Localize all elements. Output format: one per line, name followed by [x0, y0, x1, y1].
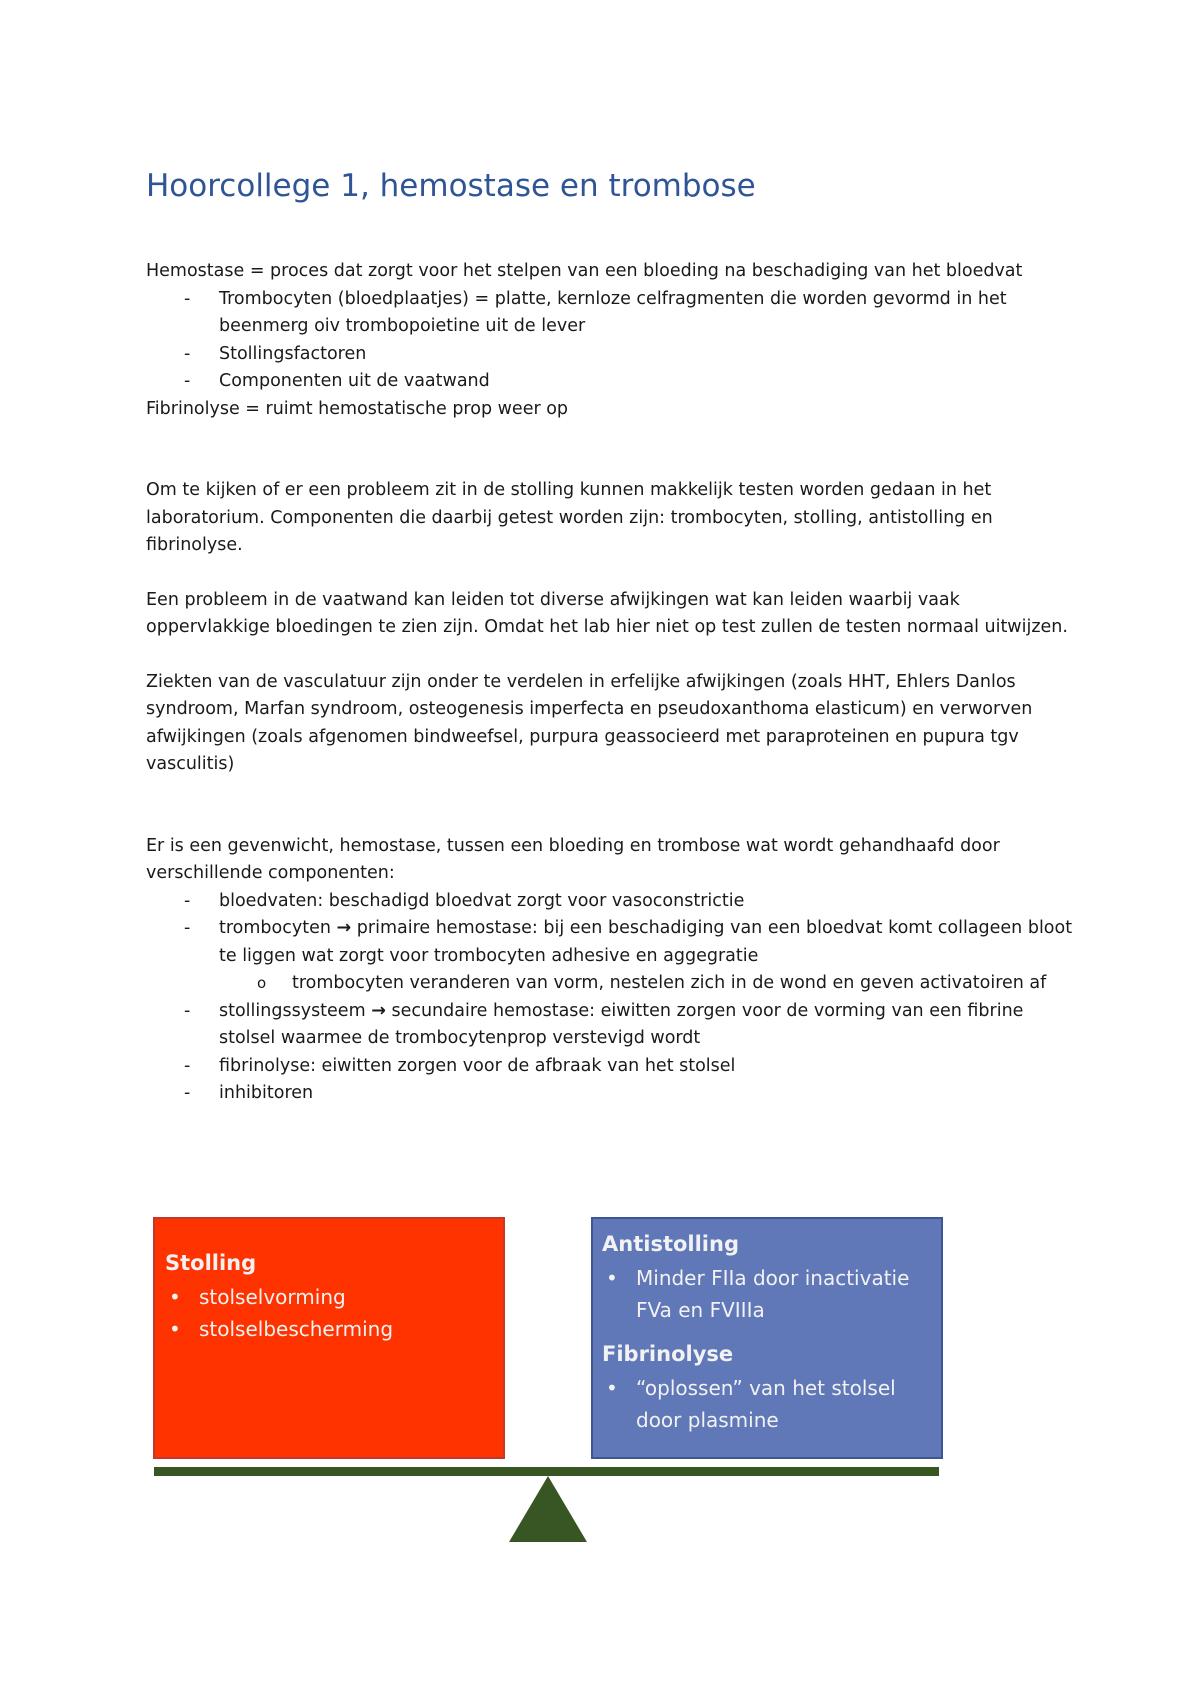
list-item-term: stollingssysteem	[219, 1000, 366, 1021]
antistolling-title: Antistolling	[602, 1232, 739, 1256]
list-item: • stolselbescherming	[165, 1313, 493, 1345]
stolling-title: Stolling	[165, 1251, 257, 1275]
list-item-text: secundaire hemostase: eiwitten zorgen voor de vorming van een fibrine stolsel waarmee de trombocytenprop verstevigd wordt	[219, 1000, 1024, 1048]
list-item: - bloedvaten: beschadigd bloedvat zorgt voor vasoconstrictie	[146, 888, 1076, 916]
arrow-right-icon: →	[336, 918, 352, 938]
list-item-term: trombocyten	[219, 918, 331, 938]
list-item	[146, 915, 1076, 970]
balance-components-list	[146, 888, 1076, 971]
fibrinolyse-list	[602, 1372, 932, 1436]
list-item: - Trombocyten (bloedplaatjes) = platte, kernloze celfragmenten die worden gevormd in het beenmerg oiv trombopoietine uit de lever	[146, 286, 1076, 341]
document-body	[146, 258, 1076, 1108]
paragraph-lab-tests: Om te kijken of er een probleem zit in de stolling kunnen makkelijk testen worden gedaan in het laboratorium. Componenten die daarbij getest worden zijn: trombocyten, stolling, antistolling en fibrinolyse.	[146, 480, 993, 555]
balance-intro: Er is een gevenwicht, hemostase, tussen een bloeding en trombose wat wordt gehandhaafd door verschillende componenten:	[146, 835, 1000, 883]
list-item: - Componenten uit de vaatwand	[146, 368, 1076, 396]
list-item: - Stollingsfactoren	[146, 341, 1076, 369]
fibrinolyse-definition: Fibrinolyse = ruimt hemostatische prop weer op	[146, 398, 569, 419]
hemostase-components-list	[146, 286, 1076, 396]
stolling-list	[165, 1281, 493, 1345]
list-item: - inhibitoren	[146, 1080, 1076, 1108]
fulcrum-triangle	[509, 1476, 587, 1542]
arrow-right-icon: →	[371, 1000, 386, 1021]
paragraph-vaatwand: Een probleem in de vaatwand kan leiden tot diverse afwijkingen wat kan leiden waarbij vaak oppervlakkige bloedingen te zien zijn. Omdat het lab hier niet op test zullen de testen normaal uitwijzen.	[146, 589, 1068, 637]
antistolling-list	[602, 1262, 932, 1326]
page-title: Hoorcollege 1, hemostase en trombose	[146, 168, 756, 204]
list-item: o trombocyten veranderen van vorm, nestelen zich in de wond en geven activatoiren af	[219, 970, 1076, 998]
list-item: • “oplossen” van het stolsel door plasmine	[602, 1372, 932, 1436]
balance-components-list-cont	[146, 998, 1076, 1108]
balance-beam	[154, 1467, 939, 1476]
trombocyten-sublist	[146, 970, 1076, 998]
antistolling-box	[591, 1217, 943, 1459]
fibrinolyse-title: Fibrinolyse	[602, 1342, 734, 1366]
stolling-box	[153, 1217, 505, 1459]
list-item-text: primaire hemostase: bij een beschadiging van een bloedvat komt collageen bloot te liggen wat zorgt voor trombocyten adhesive en aggegratie	[219, 918, 1073, 966]
list-item: - fibrinolyse: eiwitten zorgen voor de afbraak van het stolsel	[146, 1053, 1076, 1081]
paragraph-vasculatuur: Ziekten van de vasculatuur zijn onder te verdelen in erfelijke afwijkingen (zoals HHT, Ehlers Danlos syndroom, Marfan syndroom, osteogenesis imperfecta en pseudoxanthoma elasticum) en verworven afwijkingen (zoals afgenomen bindweefsel, purpura geassocieerd met paraproteinen en pupura tgv vasculitis)	[146, 671, 1033, 774]
list-item	[146, 998, 1076, 1053]
hemostase-definition: Hemostase = proces dat zorgt voor het stelpen van een bloeding na beschadiging van het bloedvat	[146, 261, 1023, 281]
list-item: • Minder FIIa door inactivatie FVa en FVIIIa	[602, 1262, 932, 1326]
list-item: • stolselvorming	[165, 1281, 493, 1313]
